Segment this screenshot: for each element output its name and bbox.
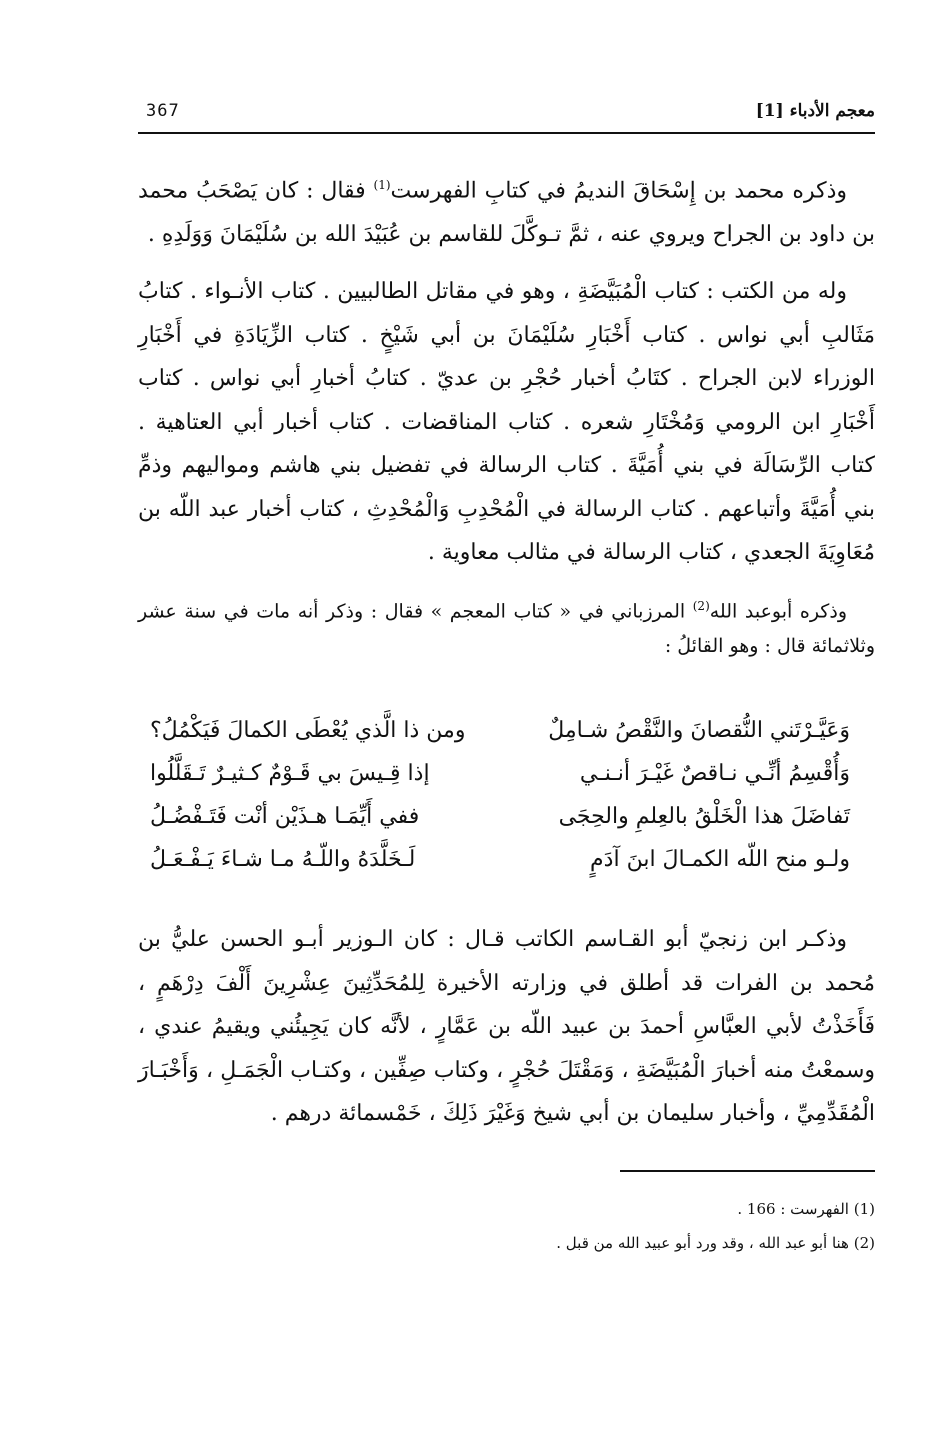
paragraph-3: وذكره أبوعبد الله$^{(2)}$ المرزباني في « كتاب المعجم » فقال : وذكر أنه مات في سنة عشر وثلاثمائة قال : وهو القائلُ : [138,598,875,658]
verse-first-hemistich: وَأُقْسِمُ أنِّـي نـاقصٌ غَيْـرَ أنـنـي [579,761,850,786]
verse [150,761,850,804]
verse-second-hemistich: ومن ذا الَّذي يُعْطَى الكمالَ فَيَكْمُلُ؟ [150,718,466,743]
verse-first-hemistich: تَفاضَلَ هذا الْخَلْقُ بالعِلمِ والحِجَى [558,804,850,829]
verse-first-hemistich: ولـو منح اللّه الكمـالَ ابنَ آدَمٍ [590,847,850,872]
verse-first-hemistich: وَعَيَّـرْتَني النُّقصانَ والنَّقْصُ شـامِلٌ [548,718,850,743]
paragraph-1: وذكره محمد بن إِسْحَاقَ النديمُ في كتابِ الفهرست$^{(1)}$ فقال : كان يَصْحَبُ محمد بن داود بن الجراح ويروي عنه ، ثمَّ تـوكَّلَ للقاسم بن عُبَيْدَ الله بن سُلَيْمَانَ وَوَلَدِهِ . [138,178,875,247]
verse [150,804,850,847]
main-text [138,164,875,664]
verse-second-hemistich: لَـخَلَّدَهُ واللّـهُ مـا شـاءَ يَـفْـعَـلُ [150,847,416,872]
verse [150,718,850,761]
poem [150,718,850,890]
paragraph-4: وذكـر ابن زنجيّ أبو القـاسم الكاتب قـال : كان الـوزير أبـو الحسن عليُّ بن مُحمد بن الفرات قد أطلق في وزارته الأخيرة لِلمُحَدِّثِينَ عِشْرِينَ أَلْفَ دِرْهَمٍ ، فَأَخَذْتُ لأبي العبَّاسِ أحمدَ بن عبيد اللّه بن عَمَّارٍ ، لأنَّه كان يَجِيئُني ويقيمُ عندي ، وسمعْتُ منه أخبارَ الْمُبَيَّضَةِ ، وَمَقْتَلَ حُجْرٍ ، وكتاب صِفِّين ، وكتـاب الْجَمَـلِ ، وَأَخْبَـارَ الْمُقَدِّمِيِّ ، وأخبار سليمان بن أبي شيخ وَغَيْرَ ذَلِكَ ، خَمْسمائة درهم . [138,927,875,1126]
running-title: معجم الأدباء [1] [755,101,875,121]
footnote-ref-1: (1) [373,178,391,192]
page-number: 367 [146,101,180,121]
paragraph-2: وله من الكتب : كتاب الْمُبَيَّضَةِ ، وهو في مقاتل الطالبيين . كتاب الأنـواء . كتابُ مَثَالبِ أبي نواس . كتاب أَخْبَارِ سُلَيْمَانَ بن أبي شَيْخٍ . كتاب الزِّيَادَةِ في أَخْبَارِ الوزراء لابن الجراح . كتَابُ أخبار حُجْرِ بن عديّ . كتابُ أخبارِ أبي نواس . كتاب أَخْبَارِ ابن الرومي وَمُخْتَارِ شعره . كتاب المناقضات . كتاب أخبار أبي العتاهية . كتاب الرِّسَالَة في بني أُمَيَّةَ . كتاب الرسالة في تفضيل بني هاشم ومواليهم وذمِّ بني أُمَيَّةَ وأتباعهم . كتاب الرسالة في الْمُحْدِبِ وَالْمُحْدِثِ ، كتاب أخبار عبد اللّه بن مُعَاوِيَةَ الجعدي ، كتاب الرسالة في مثالب معاوية . [138,279,875,566]
footnote-ref-2: (2) [692,598,710,613]
verse-second-hemistich: إذا قِـيسَ بي قَـوْمٌ كـثيـرٌ تَـقَلَّلُوا [150,761,430,786]
header-rule [138,132,875,134]
page-header [138,95,875,131]
footnotes [400,1192,875,1260]
verse-second-hemistich: ففي أَيِّمَـا هـذَيْن أنْت فَتَـفْضُـلُ [150,804,420,829]
footnote-1: (1) الفهرست : 166 . [737,1200,875,1218]
footnote-2: (2) هنا أبو عبد الله ، وقد ورد أبو عبيد الله من قبل . [556,1234,875,1252]
footnote-rule [620,1170,875,1172]
verse [150,847,850,890]
